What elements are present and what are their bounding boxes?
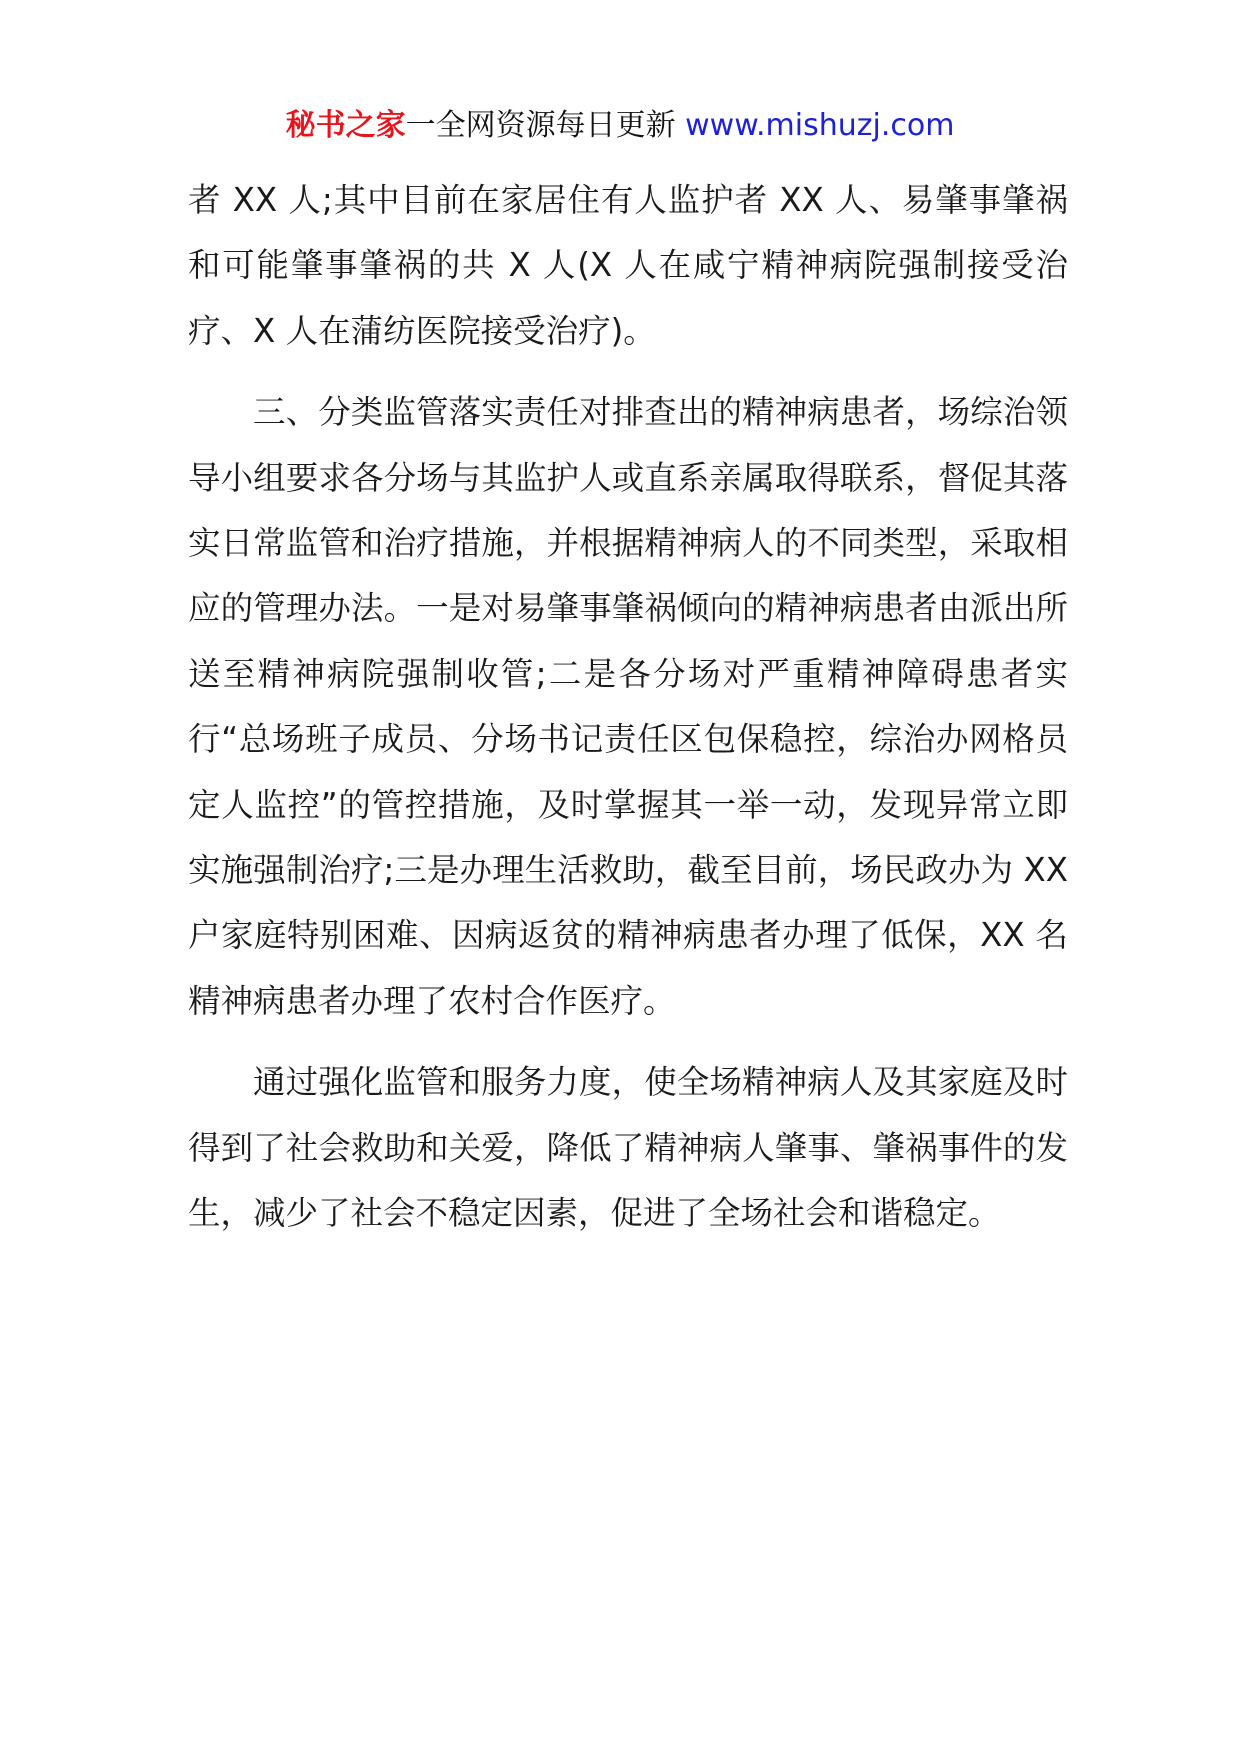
document-body: [188, 168, 1068, 1247]
paragraph-classified-supervision: 三、分类监管落实责任对排查出的精神病患者，场综治领导小组要求各分场与其监护人或直系亲属取得联系，督促其落实日常监管和治疗措施，并根据精神病人的不同类型，采取相应的管理办法。一是对易肇事肇祸倾向的精神病患者由派出所送至精神病院强制收管;二是各分场对严重精神障碍患者实行“总场班子成员、分场书记责任区包保稳控，综治办网格员定人监控”的管控措施，及时掌握其一举一动，发现异常立即实施强制治疗;三是办理生活救助，截至目前，场民政办为 XX 户家庭特别困难、因病返贫的精神病患者办理了低保，XX 名精神病患者办理了农村合作医疗。: [188, 393, 1068, 1020]
site-header: [0, 104, 1240, 148]
site-tagline: 一全网资源每日更新: [405, 108, 676, 143]
site-brand: 秘书之家: [285, 108, 406, 143]
site-url-link[interactable]: www.mishuzj.com: [685, 108, 955, 143]
paragraph-conclusion: 通过强化监管和服务力度，使全场精神病人及其家庭及时得到了社会救助和关爱，降低了精神病人肇事、肇祸事件的发生，减少了社会不稳定因素，促进了全场社会和谐稳定。: [188, 1063, 1068, 1233]
paragraph-continued: 者 XX 人;其中目前在家居住有人监护者 XX 人、易肇事肇祸和可能肇事肇祸的共 X 人(X 人在咸宁精神病院强制接受治疗、X 人在蒲纺医院接受治疗)。: [188, 181, 1068, 350]
